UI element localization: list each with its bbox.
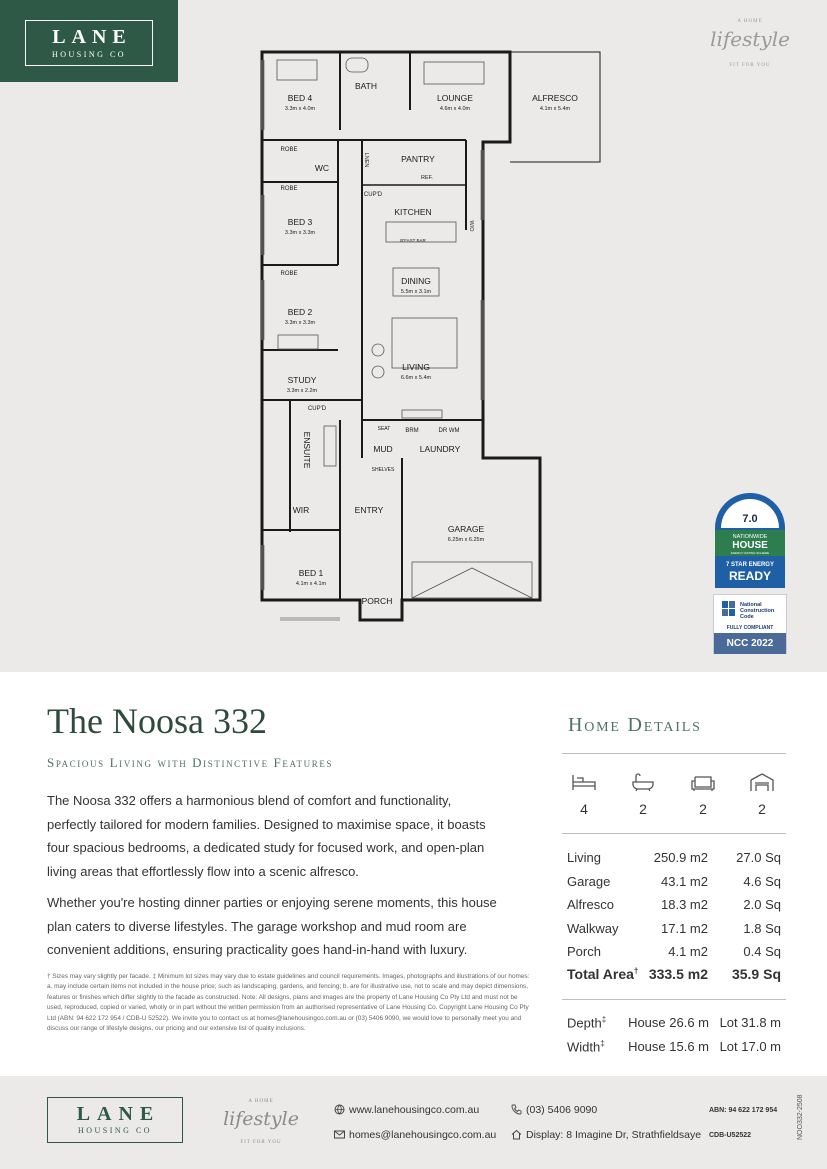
room-pantry: PANTRY bbox=[401, 154, 435, 164]
room-study: STUDY bbox=[287, 375, 317, 385]
room-brm: BRM bbox=[405, 428, 419, 434]
area-m2: 18.3 m2 bbox=[661, 897, 708, 912]
badge-seven-star: 7 STAR ENERGY bbox=[726, 562, 774, 568]
room-entry: ENTRY bbox=[354, 505, 384, 515]
room-robe-2: ROBE bbox=[280, 186, 298, 192]
footer-logo-subtitle: HOUSING CO bbox=[77, 1126, 153, 1135]
ncc-year: NCC 2022 bbox=[714, 633, 786, 654]
area-name: Walkway bbox=[567, 921, 619, 936]
area-total-sq: 35.9 Sq bbox=[731, 966, 781, 982]
room-bed1-dim: 4.1m x 4.1m bbox=[295, 581, 327, 587]
area-name: Garage bbox=[567, 874, 611, 889]
area-sq: 2.0 Sq bbox=[743, 897, 781, 912]
area-total-row bbox=[567, 966, 783, 986]
room-dining-dim: 5.5m x 3.1m bbox=[400, 289, 432, 295]
home-details-title: Home Details bbox=[568, 714, 702, 736]
room-bed3: BED 3 bbox=[287, 217, 313, 227]
room-bfast-bar: B'FAST BAR bbox=[400, 238, 426, 243]
room-living-dim: 6.6m x 5.4m bbox=[400, 375, 432, 381]
room-bed2: BED 2 bbox=[287, 307, 313, 317]
area-sq: 1.8 Sq bbox=[743, 921, 781, 936]
room-drwm: DR WM bbox=[438, 428, 460, 434]
logo-subtitle: HOUSING CO bbox=[51, 50, 127, 59]
sofa-icon bbox=[690, 772, 716, 792]
room-wc: WC bbox=[314, 163, 330, 173]
room-porch: PORCH bbox=[361, 596, 393, 606]
area-total-mark: † bbox=[633, 966, 639, 976]
garage-icon bbox=[749, 772, 775, 792]
lifestyle-tagline-top: A HOME bbox=[737, 19, 763, 24]
envelope-icon bbox=[334, 1129, 345, 1140]
footer-phone-text: (03) 5406 9090 bbox=[526, 1104, 598, 1116]
depth-house: House 26.6 m bbox=[628, 1015, 709, 1030]
depth-label: Depth bbox=[567, 1015, 602, 1031]
area-name: Living bbox=[567, 850, 601, 865]
room-living: LIVING bbox=[402, 362, 430, 372]
room-dining: DINING bbox=[401, 276, 431, 286]
room-garage: GARAGE bbox=[447, 524, 485, 534]
area-row bbox=[567, 850, 783, 870]
logo-frame bbox=[25, 20, 153, 66]
document-id: NOO332-2508 bbox=[797, 1094, 804, 1140]
area-total-name: Total Area bbox=[567, 966, 634, 982]
depth-row bbox=[567, 1015, 783, 1035]
room-ref: REF. bbox=[421, 175, 433, 181]
living-count: 2 bbox=[699, 801, 707, 817]
footer-lifestyle-bottom: FIT FOR YOU bbox=[240, 1140, 282, 1145]
footer-logo-wordmark: LANE bbox=[76, 1103, 161, 1125]
area-m2: 17.1 m2 bbox=[661, 921, 708, 936]
area-row bbox=[567, 897, 783, 917]
room-cupd-1: CUP'D bbox=[363, 192, 383, 198]
area-sq: 27.0 Sq bbox=[736, 850, 781, 865]
page-title: The Noosa 332 bbox=[47, 701, 267, 741]
badge-ready: READY bbox=[728, 569, 772, 583]
brand-logo[interactable] bbox=[0, 0, 178, 82]
page-subtitle: Spacious Living with Distinctive Features bbox=[47, 755, 334, 770]
bathrooms-count: 2 bbox=[639, 801, 647, 817]
phone-icon bbox=[511, 1104, 522, 1115]
ncc-compliant: FULLY COMPLIANT bbox=[726, 625, 774, 631]
room-bed1: BED 1 bbox=[298, 568, 324, 578]
divider bbox=[562, 753, 786, 754]
room-bath: BATH bbox=[354, 81, 378, 91]
badge-scheme: ENERGY RATING SCHEME bbox=[730, 551, 770, 555]
room-linen: LNEN bbox=[363, 152, 369, 168]
badge-house: HOUSE bbox=[732, 540, 768, 551]
room-wo: W/O bbox=[468, 220, 474, 232]
depth-lot: Lot 31.8 m bbox=[719, 1015, 781, 1030]
ncc-title: National Construction Code bbox=[740, 602, 775, 620]
area-row bbox=[567, 874, 783, 894]
area-sq: 0.4 Sq bbox=[743, 944, 781, 959]
footer-logo[interactable] bbox=[47, 1097, 183, 1143]
room-bed2-dim: 3.3m x 3.3m bbox=[284, 320, 316, 326]
energy-rating-badge bbox=[713, 492, 787, 590]
area-row bbox=[567, 944, 783, 964]
footer-cdb: CDB-U52522 bbox=[709, 1132, 752, 1139]
width-mark: ‡ bbox=[600, 1039, 605, 1048]
lifestyle-script: lifestyle bbox=[710, 27, 790, 51]
footer-email-text: homes@lanehousingco.com.au bbox=[349, 1129, 497, 1141]
room-alfresco: ALFRESCO bbox=[532, 93, 578, 103]
divider bbox=[562, 999, 786, 1000]
room-wir: WIR bbox=[292, 505, 310, 515]
room-robe-3: ROBE bbox=[280, 271, 298, 277]
house-icon bbox=[511, 1129, 522, 1140]
room-bed3-dim: 3.3m x 3.3m bbox=[284, 230, 316, 236]
width-label: Width bbox=[567, 1039, 601, 1055]
badge-rating: 7.0 bbox=[742, 513, 758, 525]
depth-mark: ‡ bbox=[601, 1015, 607, 1024]
logo-wordmark: LANE bbox=[52, 26, 132, 48]
footer-display-text: Display: 8 Imagine Dr, Strathfieldsaye bbox=[526, 1129, 702, 1141]
bed-icon bbox=[571, 772, 597, 792]
floor-plan bbox=[250, 40, 620, 630]
area-m2: 250.9 m2 bbox=[653, 850, 708, 865]
room-lounge-dim: 4.6m x 4.0m bbox=[439, 106, 471, 112]
footer-lifestyle-script: lifestyle bbox=[223, 1108, 299, 1130]
room-bed4: BED 4 bbox=[287, 93, 313, 103]
room-seat: SEAT bbox=[377, 426, 391, 432]
footer-abn: ABN: 94 622 172 954 bbox=[709, 1107, 778, 1114]
description-paragraph-1: The Noosa 332 offers a harmonious blend of comfort and functionality, perfectly tailored for modern families. Designed to maximise space, it boasts four spacious bedrooms, a dedicated study for focused work, and open-plan living areas that effortlessly flow into a scenic alfresco. bbox=[47, 793, 486, 879]
area-row bbox=[567, 921, 783, 941]
garage-count: 2 bbox=[758, 801, 766, 817]
area-m2: 4.1 m2 bbox=[668, 944, 708, 959]
room-cupd-2: CUP'D bbox=[307, 406, 327, 412]
ncc-logo-icon bbox=[722, 601, 736, 617]
lifestyle-logo bbox=[690, 14, 810, 74]
room-study-dim: 3.3m x 2.2m bbox=[286, 388, 318, 394]
bath-icon bbox=[630, 772, 656, 792]
bedrooms-count: 4 bbox=[580, 801, 588, 817]
divider bbox=[562, 833, 786, 834]
area-name: Porch bbox=[567, 944, 601, 959]
disclaimer-fineprint: † Sizes may vary slightly per facade. ‡ Minimum lot sizes may vary due to estate guidelines and council requirements. Images, photographs and illustrations of our homes: a. may include certain items not included in the house price; such as landscaping, gardens, and fencing; b. are for illustrative use, not to scale and may depict dimensions, features or finishes which differ slightly to the facade as constructed. Note: All designs, plans and images are the property of Lane Housing Co Pty Ltd and must not be used, reproduced, copied or varied, wholly or in part without the written permission from an authorised representative of Lane Housing Co. Copyright Lane Housing Co Pty Ltd (ABN: 94 622 172 954 / CDB-U 52522). We invite you to contact us at homes@lanehousingco.com.au or (03) 5406 9090, we would love to personally meet you and discuss our range of lifestyle designs, our pricing and our extensive list of quality inclusions. bbox=[47, 973, 530, 1033]
width-row bbox=[567, 1039, 783, 1059]
width-house: House 15.6 m bbox=[628, 1039, 709, 1054]
room-garage-dim: 6.25m x 6.25m bbox=[447, 537, 485, 543]
area-sq: 4.6 Sq bbox=[743, 874, 781, 889]
globe-icon bbox=[334, 1104, 345, 1115]
width-lot: Lot 17.0 m bbox=[719, 1039, 781, 1054]
badge-nationwide: NATIONWIDE bbox=[732, 534, 768, 540]
room-kitchen: KITCHEN bbox=[394, 207, 432, 217]
room-shelves: SHELVES bbox=[371, 467, 395, 473]
room-bed4-dim: 3.3m x 4.0m bbox=[284, 106, 316, 112]
room-robe-1: ROBE bbox=[280, 147, 298, 153]
footer-lifestyle-top: A HOME bbox=[248, 1099, 274, 1104]
footer-web-text: www.lanehousingco.com.au bbox=[349, 1104, 480, 1116]
lifestyle-tagline-bottom: FIT FOR YOU bbox=[729, 63, 771, 68]
area-total-m2: 333.5 m2 bbox=[648, 966, 708, 982]
room-ensuite: ENSUITE bbox=[302, 431, 312, 469]
description-paragraph-2: Whether you're hosting dinner parties or enjoying serene moments, this house plan caters to diverse lifestyles. The garage workshop and mud room are convenient additions, ensuring practicality goes hand-in-hand with luxury. bbox=[47, 895, 497, 957]
room-mud: MUD bbox=[373, 444, 393, 454]
room-alfresco-dim: 4.1m x 5.4m bbox=[539, 106, 571, 112]
footer-lifestyle-logo bbox=[205, 1094, 317, 1148]
room-laundry: LAUNDRY bbox=[419, 444, 461, 454]
room-lounge: LOUNGE bbox=[437, 93, 473, 103]
area-name: Alfresco bbox=[567, 897, 614, 912]
ncc-badge bbox=[713, 594, 787, 654]
area-m2: 43.1 m2 bbox=[661, 874, 708, 889]
